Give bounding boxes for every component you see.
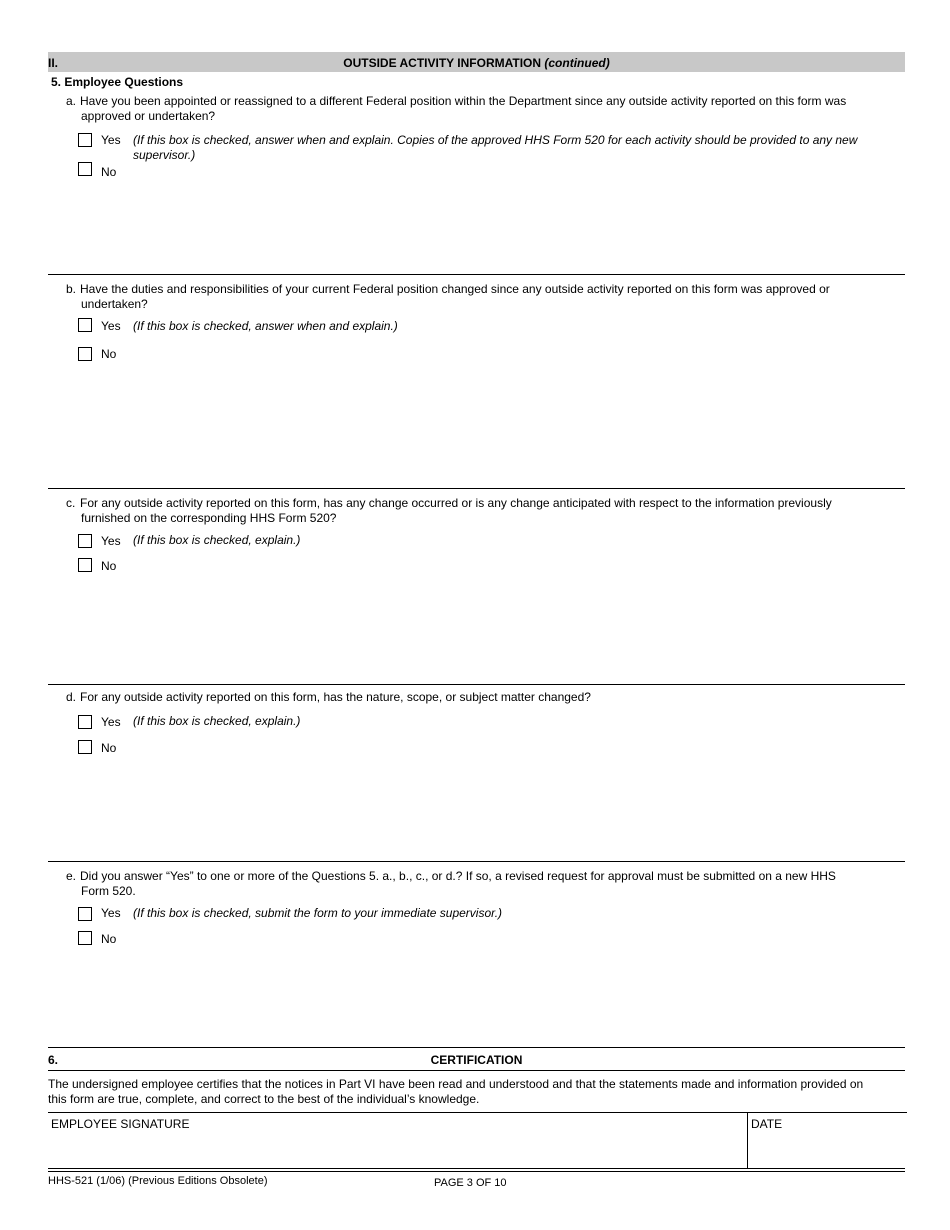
- question-c-letter: c.: [66, 496, 76, 510]
- divider: [48, 1070, 905, 1071]
- question-c-answer-area[interactable]: [48, 578, 905, 682]
- divider: [48, 1171, 905, 1172]
- question-e-answer-area[interactable]: [48, 950, 905, 1045]
- question-b-answer-area[interactable]: [48, 366, 905, 486]
- question-c-no-label: No: [101, 559, 117, 573]
- employee-signature-field[interactable]: [48, 1130, 746, 1166]
- employee-questions-heading: 5. Employee Questions: [51, 75, 184, 89]
- question-e-no-checkbox[interactable]: [78, 931, 92, 945]
- question-d-text: [66, 690, 871, 705]
- question-b-text: [66, 282, 871, 312]
- question-b-no-label: No: [101, 347, 117, 361]
- question-c-line2: furnished on the corresponding HHS Form 520?: [81, 511, 337, 525]
- divider: [48, 861, 905, 862]
- question-a-yes-label: Yes: [101, 133, 121, 147]
- question-d-answer-area[interactable]: [48, 760, 905, 858]
- question-e-letter: e.: [66, 869, 77, 883]
- divider: [48, 684, 905, 685]
- question-a-answer-area[interactable]: [48, 182, 905, 272]
- question-c-text: [66, 496, 871, 526]
- employee-signature-label: EMPLOYEE SIGNATURE: [51, 1117, 190, 1131]
- certification-number: 6.: [48, 1053, 59, 1067]
- question-d-yes-label: Yes: [101, 715, 121, 729]
- question-b-yes-note: (If this box is checked, answer when and explain.): [133, 319, 398, 333]
- section-title-text: OUTSIDE ACTIVITY INFORMATION: [343, 56, 542, 70]
- question-b-yes-label: Yes: [101, 319, 121, 333]
- question-e-line1: Did you answer “Yes” to one or more of the Questions 5. a., b., c., or d.? If so, a revised request for approval must be submitted on a new HHS: [80, 869, 836, 883]
- certification-title: CERTIFICATION: [430, 1053, 523, 1067]
- question-a-line1: Have you been appointed or reassigned to a different Federal position within the Department since any outside activity reported on this form was: [80, 94, 847, 108]
- section-title: [48, 56, 905, 70]
- question-e-yes-label: Yes: [101, 906, 121, 920]
- question-a-line2: approved or undertaken?: [81, 109, 216, 123]
- question-e-yes-checkbox[interactable]: [78, 907, 92, 921]
- question-e-line2: Form 520.: [81, 884, 136, 898]
- question-c-yes-checkbox[interactable]: [78, 534, 92, 548]
- question-c-yes-label: Yes: [101, 534, 121, 548]
- question-a-no-checkbox[interactable]: [78, 162, 92, 176]
- date-field[interactable]: [749, 1130, 905, 1166]
- question-d-yes-checkbox[interactable]: [78, 715, 92, 729]
- question-a-note-line2: supervisor.): [133, 148, 196, 162]
- question-b-letter: b.: [66, 282, 77, 296]
- question-b-line2: undertaken?: [81, 297, 148, 311]
- question-c-yes-note: (If this box is checked, explain.): [133, 533, 301, 547]
- question-a-note-line1: (If this box is checked, answer when and explain. Copies of the approved HHS Form 520 for each activity should be provided to any new: [133, 133, 858, 147]
- question-a-yes-checkbox[interactable]: [78, 133, 92, 147]
- question-d-no-checkbox[interactable]: [78, 740, 92, 754]
- divider: [747, 1112, 748, 1168]
- section-number: II.: [48, 56, 59, 70]
- question-e-yes-note: (If this box is checked, submit the form to your immediate supervisor.): [133, 906, 503, 920]
- question-a-text: [66, 94, 871, 124]
- divider: [48, 1168, 905, 1169]
- question-e-text: [66, 869, 871, 899]
- divider: [48, 488, 905, 489]
- page-number: PAGE 3 OF 10: [434, 1177, 507, 1189]
- certification-line2: this form are true, complete, and correct to the best of the individual’s knowledge.: [48, 1092, 480, 1106]
- question-b-line1: Have the duties and responsibilities of your current Federal position changed since any outside activity reported on this form was approved or: [80, 282, 830, 296]
- divider: [48, 1112, 907, 1113]
- question-b-no-checkbox[interactable]: [78, 347, 92, 361]
- question-d-yes-note: (If this box is checked, explain.): [133, 714, 301, 728]
- question-b-yes-checkbox[interactable]: [78, 318, 92, 332]
- question-d-line1: For any outside activity reported on this form, has the nature, scope, or subject matter changed?: [80, 690, 591, 704]
- divider: [48, 1047, 905, 1048]
- section-title-suffix: (continued): [544, 56, 610, 70]
- question-e-no-label: No: [101, 932, 117, 946]
- question-c-no-checkbox[interactable]: [78, 558, 92, 572]
- question-a-no-label: No: [101, 165, 117, 179]
- question-a-yes-note: [133, 133, 893, 163]
- certification-line1: The undersigned employee certifies that the notices in Part VI have been read and understood and that the statements made and information provided on: [48, 1077, 864, 1091]
- form-id: HHS-521 (1/06) (Previous Editions Obsolete): [48, 1175, 268, 1187]
- question-d-no-label: No: [101, 741, 117, 755]
- question-d-letter: d.: [66, 690, 77, 704]
- date-label: DATE: [751, 1117, 783, 1131]
- question-c-line1: For any outside activity reported on this form, has any change occurred or is any change anticipated with respect to the information previously: [80, 496, 832, 510]
- certification-text: [48, 1077, 908, 1107]
- question-a-letter: a.: [66, 94, 77, 108]
- divider: [48, 274, 905, 275]
